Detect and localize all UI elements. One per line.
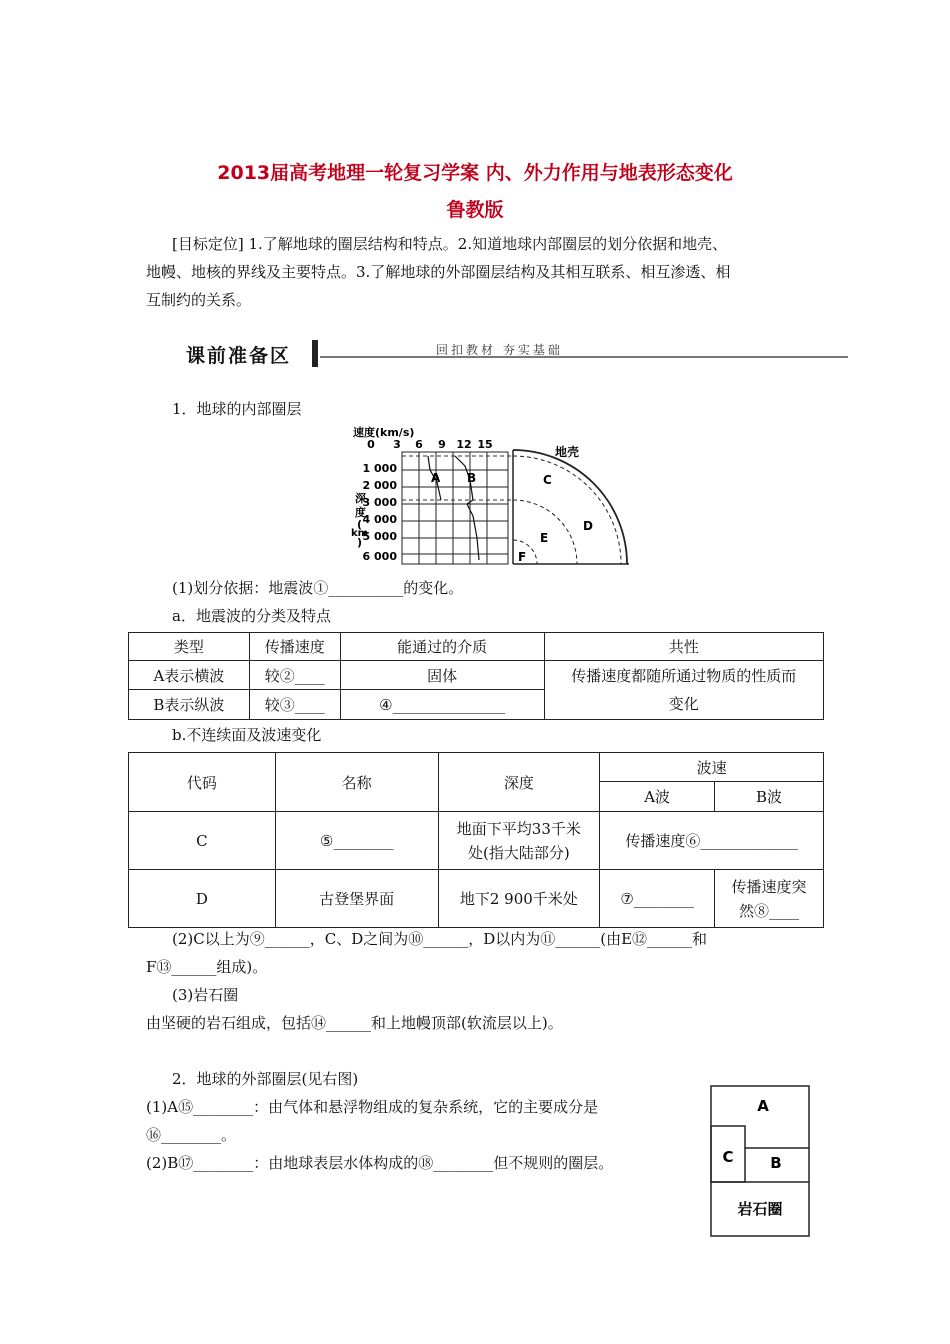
part2-line-1: (2)C以上为⑨______，C、D之间为⑩______，D以内为⑪______(由E⑫______和 bbox=[172, 930, 708, 948]
sphere-a-label: A bbox=[757, 1097, 769, 1115]
depth-axis-char: km bbox=[351, 528, 369, 539]
cell-b-medium: ④_______________ bbox=[340, 690, 544, 720]
depth-tick: 5 000 bbox=[362, 530, 397, 543]
sphere-b-label: B bbox=[770, 1154, 782, 1172]
page-subtitle: 鲁教版 bbox=[446, 199, 504, 221]
cell-a-speed: 较②____ bbox=[249, 661, 340, 690]
depth-axis-char: ) bbox=[357, 536, 363, 549]
section2-line-1: (1)A⑮________：由气体和悬浮物组成的复杂系统，它的主要成分是 bbox=[146, 1098, 599, 1116]
header-speed: 传播速度 bbox=[249, 633, 340, 661]
banner-bar bbox=[312, 340, 318, 367]
speed-tick: 0 bbox=[367, 438, 375, 451]
depth-tick: 2 000 bbox=[362, 479, 397, 492]
discontinuity-table bbox=[128, 752, 824, 928]
depth-tick: 4 000 bbox=[362, 513, 397, 526]
division-basis: (1)划分依据：地震波①__________的变化。 bbox=[172, 579, 464, 597]
layer-c-label: C bbox=[543, 473, 552, 487]
layer-d-label: D bbox=[583, 519, 593, 533]
header-common: 共性 bbox=[544, 633, 823, 661]
part3-title: (3)岩石圈 bbox=[172, 986, 239, 1004]
section2-line-2: ⑯________。 bbox=[146, 1126, 237, 1144]
part2-line-2: F⑬______组成)。 bbox=[146, 958, 268, 976]
cell-a-medium: 固体 bbox=[340, 661, 544, 690]
lithosphere-label: 岩石圈 bbox=[737, 1200, 783, 1218]
part3-text: 由坚硬的岩石组成，包括⑭______和上地幔顶部(软流层以上)。 bbox=[146, 1014, 563, 1032]
cell-d-depth: 地下2 900千米处 bbox=[438, 870, 600, 928]
speed-tick: 9 bbox=[438, 438, 446, 451]
cell-b-speed: 较③____ bbox=[249, 690, 340, 720]
cell-c-code: C bbox=[129, 812, 276, 870]
header-type: 类型 bbox=[129, 633, 250, 661]
cell-d-a-wave: ⑦________ bbox=[600, 870, 715, 928]
earth-quadrant bbox=[513, 450, 629, 564]
header-b-wave: B波 bbox=[715, 782, 824, 812]
depth-tick: 1 000 bbox=[362, 462, 397, 475]
c-depth-line-2: 处(指大陆部分) bbox=[467, 843, 570, 862]
speed-tick: 6 bbox=[415, 438, 423, 451]
layer-e-label: E bbox=[540, 531, 549, 545]
layer-f-label: F bbox=[518, 550, 527, 564]
speed-tick: 15 bbox=[477, 438, 493, 451]
cell-common bbox=[544, 661, 823, 720]
external-spheres-diagram bbox=[708, 1084, 812, 1238]
page-title: 2013届高考地理一轮复习学案 内、外力作用与地表形态变化 bbox=[217, 162, 733, 184]
depth-axis-char: 度 bbox=[355, 506, 366, 519]
cell-d-b-wave bbox=[715, 870, 824, 928]
speed-axis-label: 速度(km/s) bbox=[353, 426, 415, 439]
crust-label: 地壳 bbox=[555, 445, 580, 459]
header-medium: 能通过的介质 bbox=[340, 633, 544, 661]
table-a-caption: a．地震波的分类及特点 bbox=[172, 607, 331, 625]
depth-axis-char: ( bbox=[357, 518, 363, 531]
objectives-line-3: 互制约的关系。 bbox=[146, 291, 252, 309]
header-wave-speed: 波速 bbox=[600, 753, 824, 782]
cell-c-depth bbox=[438, 812, 600, 870]
sphere-c-label: C bbox=[722, 1148, 734, 1166]
table-b-caption: b.不连续面及波速变化 bbox=[172, 726, 322, 744]
section2-line-3: (2)B⑰________：由地球表层水体构成的⑱________但不规则的圈层。 bbox=[146, 1154, 614, 1172]
c-depth-line-1: 地面下平均33千米 bbox=[456, 819, 581, 838]
section2-heading: 2．地球的外部圈层(见右图) bbox=[172, 1070, 359, 1088]
depth-tick: 3 000 bbox=[362, 496, 397, 509]
cell-c-name: ⑤________ bbox=[275, 812, 438, 870]
speed-tick: 3 bbox=[393, 438, 401, 451]
cell-c-speed: 传播速度⑥_____________ bbox=[600, 812, 824, 870]
cell-b-type: B表示纵波 bbox=[129, 690, 250, 720]
grid bbox=[402, 452, 508, 564]
section-banner bbox=[180, 338, 850, 368]
common-line-1: 传播速度都随所通过物质的性质而 bbox=[571, 667, 797, 685]
d-b-wave-line-1: 传播速度突 bbox=[731, 877, 807, 896]
header-depth: 深度 bbox=[438, 753, 600, 812]
seismic-wave-table bbox=[128, 632, 824, 720]
curve-a-label: A bbox=[431, 471, 441, 485]
depth-tick: 6 000 bbox=[362, 550, 397, 563]
cell-a-type: A表示横波 bbox=[129, 661, 250, 690]
curve-b-label: B bbox=[467, 471, 477, 485]
common-line-2: 变化 bbox=[668, 695, 699, 713]
banner-subtitle: 回扣教材 夯实基础 bbox=[436, 343, 563, 357]
header-a-wave: A波 bbox=[600, 782, 715, 812]
cell-d-name: 古登堡界面 bbox=[275, 870, 438, 928]
speed-tick: 12 bbox=[456, 438, 472, 451]
earth-interior-diagram bbox=[345, 420, 635, 570]
section1-heading: 1．地球的内部圈层 bbox=[172, 400, 302, 418]
banner-title: 课前准备区 bbox=[186, 345, 292, 367]
header-code: 代码 bbox=[129, 753, 276, 812]
banner-rule bbox=[320, 356, 848, 358]
depth-axis-char: 深 bbox=[355, 492, 366, 505]
cell-d-code: D bbox=[129, 870, 276, 928]
d-b-wave-line-2: 然⑧____ bbox=[739, 901, 800, 920]
objectives-line-1: [目标定位] 1.了解地球的圈层结构和特点。2.知道地球内部圈层的划分依据和地壳、 bbox=[172, 235, 728, 253]
header-name: 名称 bbox=[275, 753, 438, 812]
objectives-line-2: 地幔、地核的界线及主要特点。3.了解地球的外部圈层结构及其相互联系、相互渗透、相 bbox=[146, 263, 731, 281]
